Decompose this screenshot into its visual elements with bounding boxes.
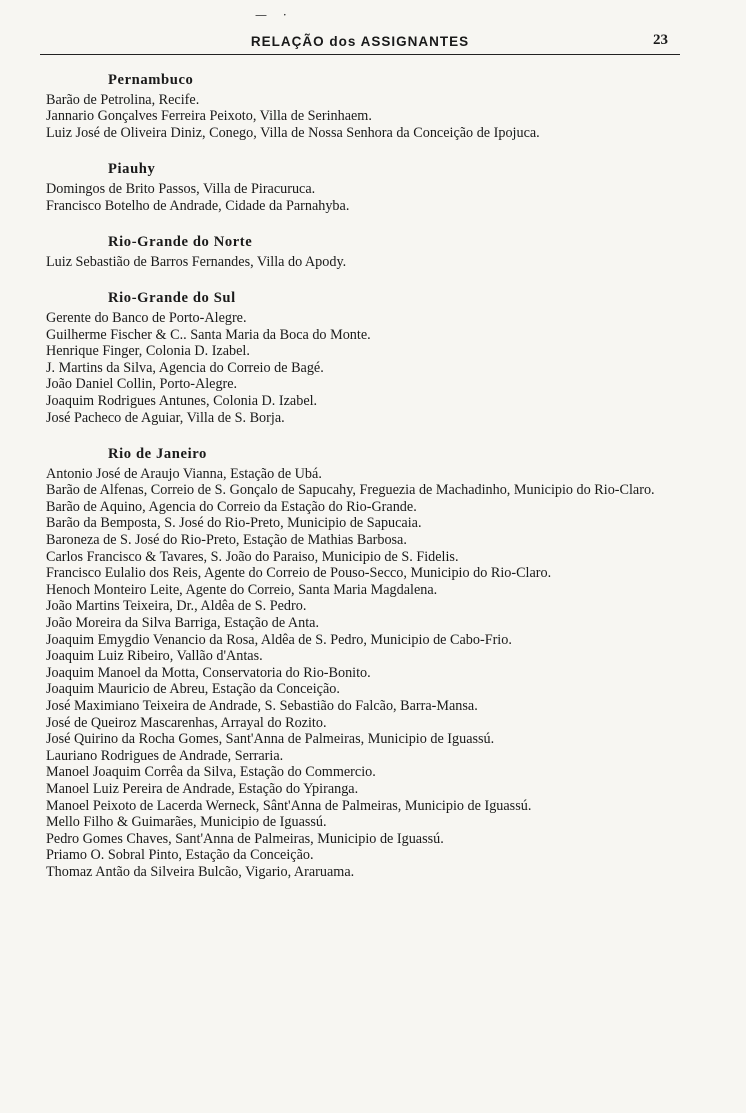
list-item: Baroneza de S. José do Rio-Preto, Estação de Mathias Barbosa.	[46, 532, 407, 549]
list-item: Manoel Joaquim Corrêa da Silva, Estação do Commercio.	[46, 764, 376, 781]
running-header	[40, 32, 680, 55]
list-item: João Martins Teixeira, Dr., Aldêa de S. Pedro.	[46, 598, 307, 615]
section-pernambuco	[46, 72, 686, 141]
list-item: Joaquim Rodrigues Antunes, Colonia D. Izabel.	[46, 392, 318, 409]
list-item: Carlos Francisco & Tavares, S. João do Paraiso, Municipio de S. Fidelis.	[46, 548, 459, 565]
list-item: Priamo O. Sobral Pinto, Estação da Conceição.	[46, 847, 314, 864]
section-heading: Rio de Janeiro	[108, 446, 207, 463]
list-item: José Pacheco de Aguiar, Villa de S. Borja.	[46, 409, 285, 426]
subscriber-list	[46, 72, 686, 901]
list-item: José Maximiano Teixeira de Andrade, S. Sebastião do Falcão, Barra-Mansa.	[46, 698, 478, 714]
list-item: Thomaz Antão da Silveira Bulcão, Vigario, Araruama.	[46, 863, 355, 880]
section-piauhy	[46, 161, 686, 214]
section-heading: Rio-Grande do Norte	[108, 234, 253, 251]
list-item: Antonio José de Araujo Vianna, Estação de Ubá.	[46, 465, 322, 482]
list-item: Barão de Aquino, Agencia do Correio da Estação do Rio-Grande.	[46, 498, 417, 515]
list-item: João Moreira da Silva Barriga, Estação de Anta.	[46, 615, 320, 632]
list-item: Francisco Eulalio dos Reis, Agente do Correio de Pouso-Secco, Municipio do Rio-Claro.	[46, 565, 552, 582]
section-rio-grande-do-sul	[46, 290, 686, 426]
list-item: J. Martins da Silva, Agencia do Correio de Bagé.	[46, 359, 324, 376]
section-heading: Piauhy	[108, 161, 156, 178]
list-item: Guilherme Fischer & C.. Santa Maria da Boca do Monte.	[46, 326, 371, 343]
list-item: Manoel Luiz Pereira de Andrade, Estação do Ypiranga.	[46, 780, 359, 797]
list-item: Joaquim Mauricio de Abreu, Estação da Conceição.	[46, 681, 340, 698]
list-item: Gerente do Banco de Porto-Alegre.	[46, 309, 247, 326]
list-item: Barão de Alfenas, Correio de S. Gonçalo de Sapucahy, Freguezia de Machadinho, Municipio do Rio-Claro.	[46, 482, 655, 499]
list-item: Lauriano Rodrigues de Andrade, Serraria.	[46, 747, 284, 764]
list-item: Joaquim Luiz Ribeiro, Vallão d'Antas.	[46, 648, 263, 665]
section-heading: Rio-Grande do Sul	[108, 290, 236, 307]
list-item: Manoel Peixoto de Lacerda Werneck, Sânt'Anna de Palmeiras, Municipio de Iguassú.	[46, 797, 532, 814]
page-title: RELAÇÃO dos ASSIGNANTES	[250, 34, 470, 49]
list-item: Joaquim Manoel da Motta, Conservatoria do Rio-Bonito.	[46, 664, 371, 681]
list-item: Henrique Finger, Colonia D. Izabel.	[46, 343, 250, 360]
list-item: Barão da Bemposta, S. José do Rio-Preto, Municipio de Sapucaia.	[46, 515, 422, 532]
list-item: José de Queiroz Mascarenhas, Arrayal do Rozito.	[46, 714, 327, 731]
page-number: 23	[653, 32, 668, 48]
list-item: Luiz Sebastião de Barros Fernandes, Villa do Apody.	[46, 253, 347, 270]
list-item: Luiz José de Oliveira Diniz, Conego, Villa de Nossa Senhora da Conceição de Ipojuca.	[46, 124, 540, 141]
list-item: João Daniel Collin, Porto-Alegre.	[46, 376, 238, 393]
list-item: Domingos de Brito Passos, Villa de Piracuruca.	[46, 180, 316, 197]
list-item: Henoch Monteiro Leite, Agente do Correio, Santa Maria Magdalena.	[46, 581, 438, 598]
list-item: Barão de Petrolina, Recife.	[46, 91, 200, 108]
list-item: Francisco Botelho de Andrade, Cidade da Parnahyba.	[46, 197, 350, 214]
section-heading: Pernambuco	[108, 72, 194, 88]
list-item: Jannario Gonçalves Ferreira Peixoto, Villa de Serinhaem.	[46, 108, 372, 125]
section-rio-de-janeiro	[46, 446, 686, 880]
section-rio-grande-do-norte	[46, 234, 686, 270]
list-item: Mello Filho & Guimarães, Municipio de Iguassú.	[46, 814, 327, 831]
printer-marks: — ·	[255, 8, 293, 22]
list-item: José Quirino da Rocha Gomes, Sant'Anna de Palmeiras, Municipio de Iguassú.	[46, 731, 495, 748]
list-item: Pedro Gomes Chaves, Sant'Anna de Palmeiras, Municipio de Iguassú.	[46, 830, 444, 847]
list-item: Joaquim Emygdio Venancio da Rosa, Aldêa de S. Pedro, Municipio de Cabo-Frio.	[46, 631, 512, 648]
